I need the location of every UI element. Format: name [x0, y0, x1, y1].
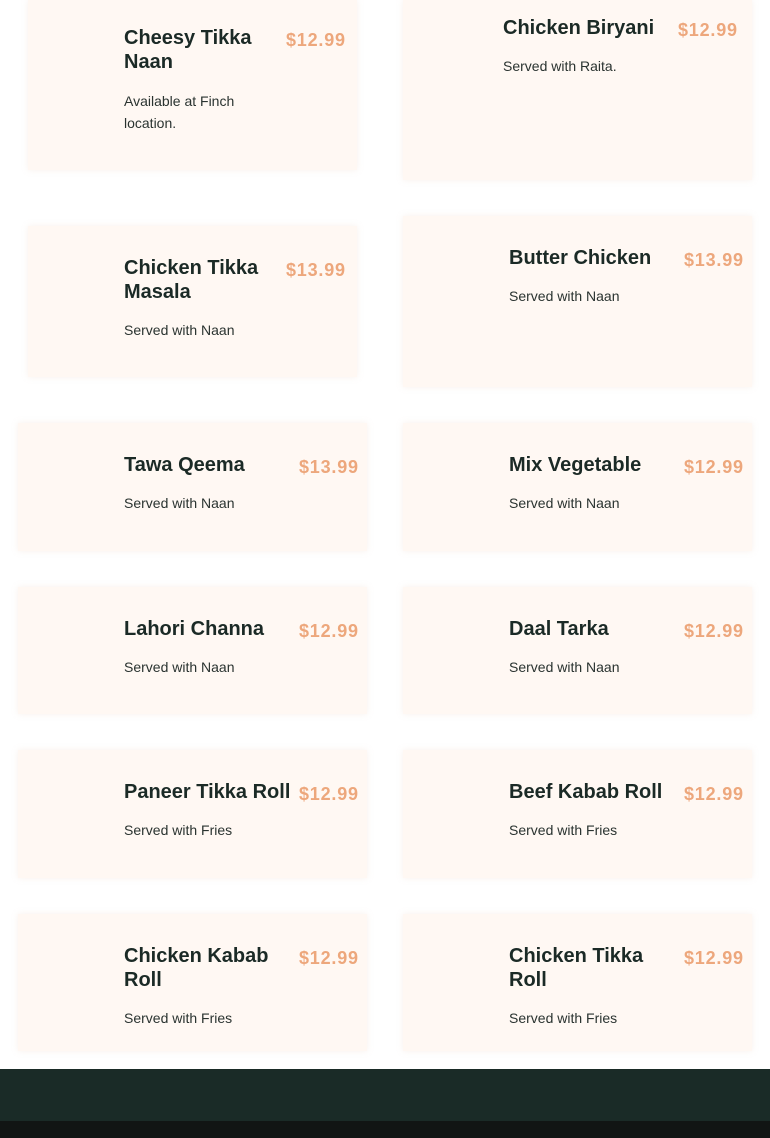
menu-item-description: Served with Naan	[509, 659, 620, 675]
footer	[0, 1069, 770, 1121]
menu-item-name: Daal Tarka	[509, 618, 609, 640]
menu-item-name: Chicken Tikka Masala	[124, 257, 259, 303]
menu-item-name: Chicken Kabab Roll	[124, 945, 269, 991]
menu-item-card	[403, 0, 752, 180]
menu-item-description: Served with Fries	[509, 1010, 618, 1026]
menu-item-description: Served with Naan	[124, 322, 235, 338]
menu-item-price: $13.99	[286, 260, 346, 280]
menu-item-description: Served with Naan	[124, 495, 235, 511]
menu-item-card	[403, 914, 752, 1051]
menu-item-name: Cheesy Tikka Naan	[124, 27, 252, 73]
menu-item-price: $12.99	[684, 784, 744, 804]
menu-item-price: $12.99	[286, 30, 346, 50]
menu-item-image	[403, 914, 493, 1051]
menu-item-description: Served with Naan	[124, 659, 235, 675]
menu-item-card	[18, 750, 367, 878]
menu-item-name: Chicken Tikka Roll	[509, 945, 644, 991]
menu-item-image	[18, 587, 108, 714]
menu-item-description: Served with Fries	[509, 822, 618, 838]
menu-item-image	[403, 423, 493, 551]
menu-item-name: Mix Vegetable	[509, 454, 642, 476]
menu-item-card	[18, 914, 367, 1051]
menu-item-image	[18, 914, 108, 1051]
menu-item-image	[28, 226, 118, 377]
menu-item-name: Paneer Tikka Roll	[124, 781, 291, 803]
footer-bottom-bar	[0, 1121, 770, 1138]
menu-item-description: Served with Naan	[509, 495, 620, 511]
menu-item-name: Beef Kabab Roll	[509, 781, 663, 803]
menu-item-price: $12.99	[299, 621, 359, 641]
menu-item-image	[403, 0, 493, 180]
menu-item-card	[403, 587, 752, 714]
menu-item-price: $12.99	[299, 948, 359, 968]
menu-item-name: Chicken Biryani	[503, 17, 655, 39]
menu-item-price: $13.99	[684, 250, 744, 270]
menu-item-card	[28, 226, 357, 377]
menu-item-image	[28, 0, 118, 170]
menu-item-description: Served with Fries	[124, 1010, 233, 1026]
menu-item-price: $12.99	[299, 784, 359, 804]
menu-item-name: Tawa Qeema	[124, 454, 245, 476]
menu-item-image	[18, 750, 108, 878]
menu-item-image	[18, 423, 108, 551]
menu-item-price: $12.99	[684, 948, 744, 968]
menu-item-description: Served with Fries	[124, 822, 233, 838]
menu-item-name: Lahori Channa	[124, 618, 265, 640]
menu-item-card	[403, 750, 752, 878]
menu-item-price: $12.99	[684, 621, 744, 641]
menu-item-price: $12.99	[684, 457, 744, 477]
menu-item-name: Butter Chicken	[509, 247, 652, 269]
menu-item-card	[28, 0, 357, 170]
menu-item-price: $12.99	[678, 20, 738, 40]
menu-item-card	[403, 423, 752, 551]
menu-item-image	[403, 587, 493, 714]
menu-item-card	[18, 587, 367, 714]
menu-item-image	[403, 750, 493, 878]
menu-item-image	[403, 216, 493, 387]
menu-item-description: Available at Finch location.	[124, 93, 235, 131]
menu-item-price: $13.99	[299, 457, 359, 477]
menu-item-description: Served with Raita.	[503, 58, 617, 74]
menu-item-card	[403, 216, 752, 387]
menu-item-card	[18, 423, 367, 551]
menu-item-description: Served with Naan	[509, 288, 620, 304]
